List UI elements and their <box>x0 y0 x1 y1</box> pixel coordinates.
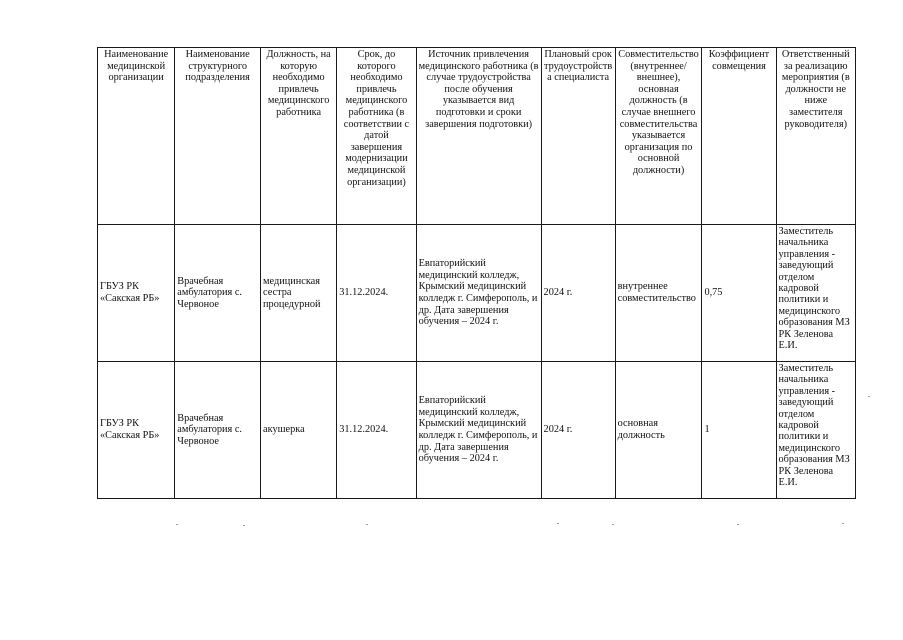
cell-planned-term: 2024 г. <box>541 362 615 499</box>
header-department: Наименование структурного подразделения <box>175 48 261 225</box>
cell-organization: ГБУЗ РК «Сакская РБ» <box>98 225 175 362</box>
scan-speck <box>842 523 844 524</box>
header-combination: Совместительство (внутреннее/ внешнее), основная должность (в случае внешнего совместительства указывается организация по основной должности) <box>615 48 702 225</box>
cell-coefficient: 0,75 <box>702 225 776 362</box>
scan-speck <box>737 524 739 525</box>
header-deadline: Срок, до которого необходимо привлечь медицинского работника (в соответствии с датой завершения модернизации медицинской организации) <box>337 48 416 225</box>
cell-organization: ГБУЗ РК «Сакская РБ» <box>98 362 175 499</box>
scan-speck <box>868 396 870 397</box>
table-row <box>98 225 856 362</box>
scan-speck <box>557 523 559 524</box>
cell-department: Врачебная амбулатория с. Червоное <box>175 362 261 499</box>
cell-deadline: 31.12.2024. <box>337 362 416 499</box>
cell-department: Врачебная амбулатория с. Червоное <box>175 225 261 362</box>
scan-speck <box>366 524 368 525</box>
header-planned-term: Плановый срок трудоустройства специалиста <box>541 48 615 225</box>
header-organization: Наименование медицинской организации <box>98 48 175 225</box>
staffing-table <box>97 47 856 499</box>
cell-coefficient: 1 <box>702 362 776 499</box>
cell-combination: внутреннее совместительство <box>615 225 702 362</box>
header-source: Источник привлечения медицинского работника (в случае трудоустройства после обучения указывается вид подготовки и сроки завершения подготовки) <box>416 48 541 225</box>
scan-speck <box>243 525 245 526</box>
header-responsible: Ответственный за реализацию мероприятия (в должности не ниже заместителя руководителя) <box>776 48 855 225</box>
cell-deadline: 31.12.2024. <box>337 225 416 362</box>
cell-planned-term: 2024 г. <box>541 225 615 362</box>
cell-source: Евпаторийский медицинский колледж, Крымский медицинский колледж г. Симферополь, и др. Дата завершения обучения – 2024 г. <box>416 225 541 362</box>
scan-speck <box>176 524 178 525</box>
cell-combination: основная должность <box>615 362 702 499</box>
cell-position: медицинская сестра процедурной <box>261 225 337 362</box>
cell-responsible: Заместитель начальника управления - заведующий отделом кадровой политики и медицинского образования МЗ РК Зеленова Е.И. <box>776 362 855 499</box>
cell-position: акушерка <box>261 362 337 499</box>
header-coefficient: Коэффициент совмещения <box>702 48 776 225</box>
table-row <box>98 362 856 499</box>
scan-speck <box>612 524 614 525</box>
cell-responsible: Заместитель начальника управления - заведующий отделом кадровой политики и медицинского образования МЗ РК Зеленова Е.И. <box>776 225 855 362</box>
table-header-row <box>98 48 856 225</box>
cell-source: Евпаторийский медицинский колледж, Крымский медицинский колледж г. Симферополь, и др. Дата завершения обучения – 2024 г. <box>416 362 541 499</box>
header-position: Должность, на которую необходимо привлечь медицинского работника <box>261 48 337 225</box>
